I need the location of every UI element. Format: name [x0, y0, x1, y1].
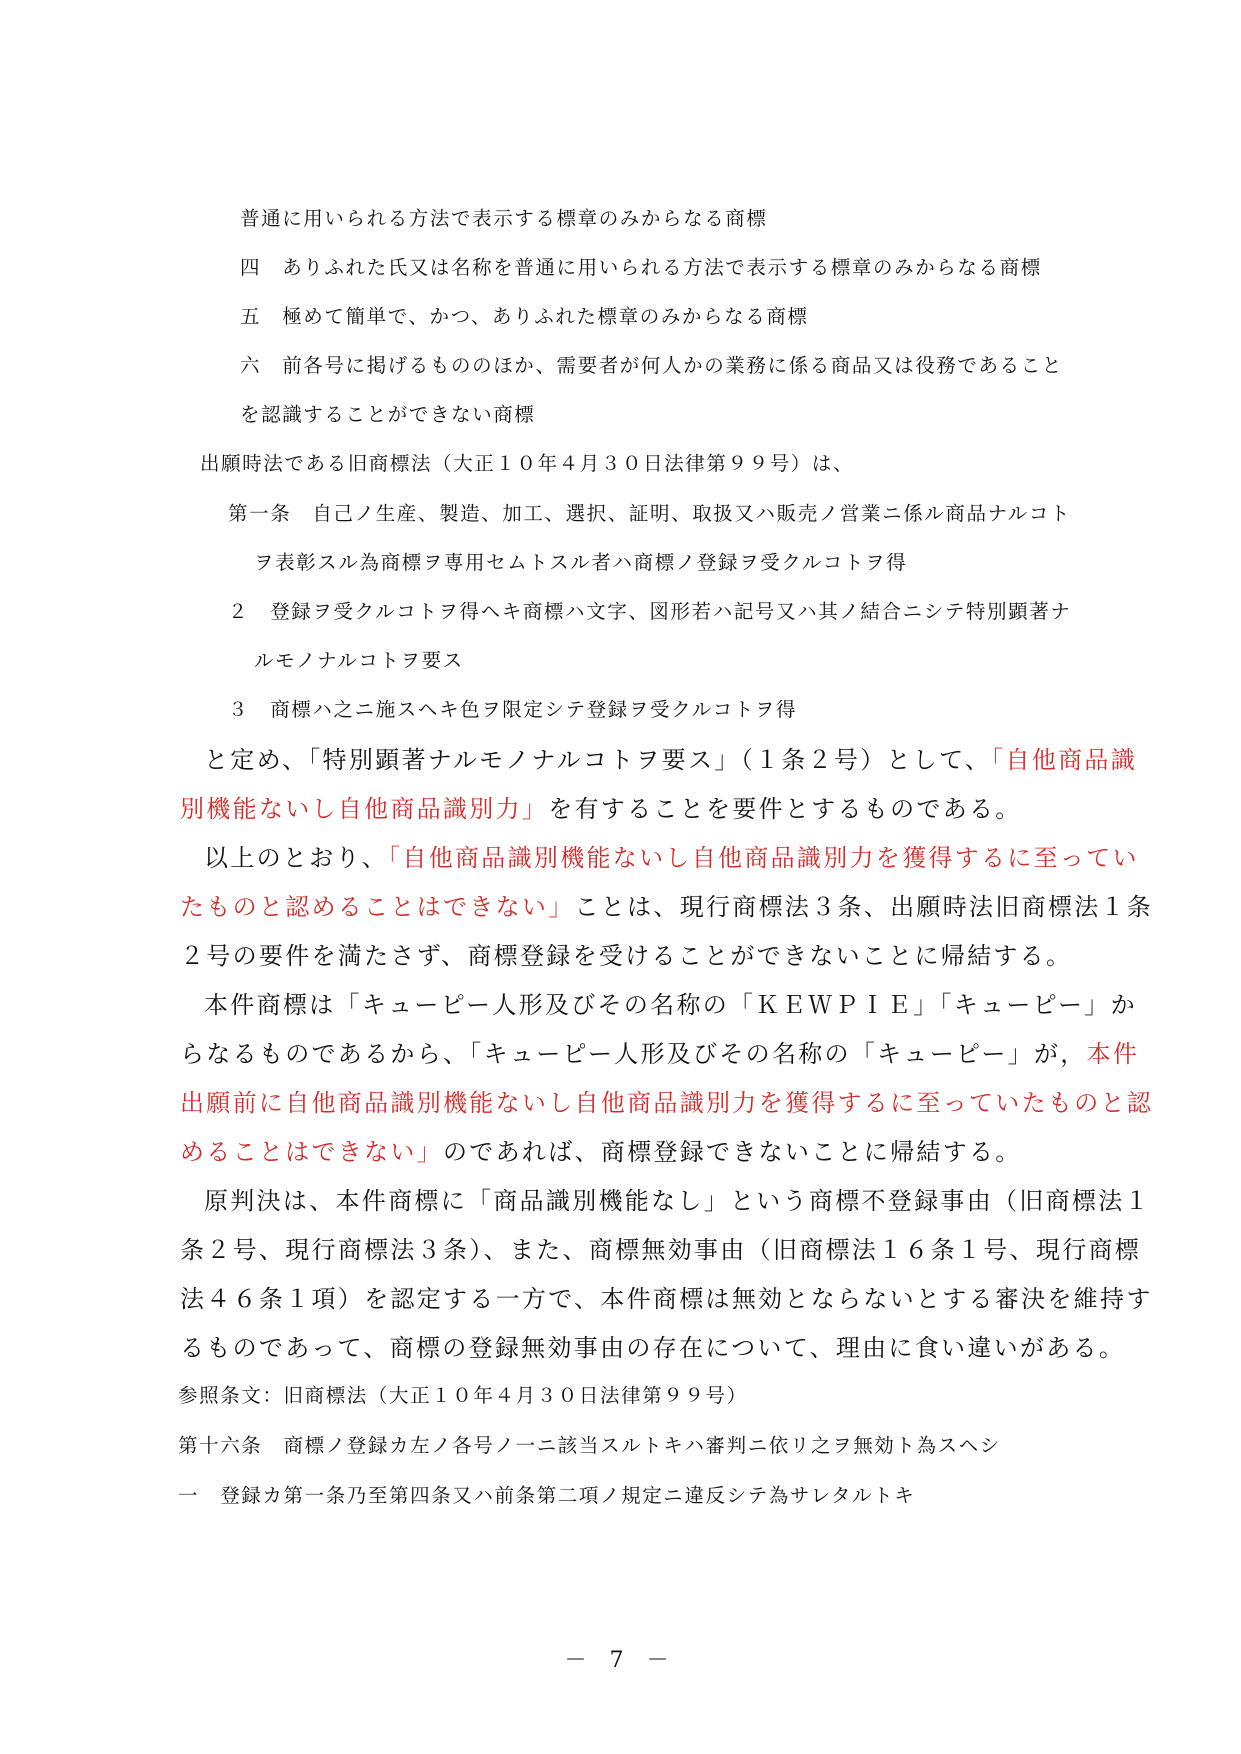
text-segment: 普通に用いられる方法で表示する標章のみからなる商標: [240, 207, 768, 230]
text-segment: ヲ表彰スル為商標ヲ専用セムトスル者ハ商標ノ登録ヲ受クルコトヲ得: [254, 551, 908, 574]
text-line: [180, 797, 1022, 821]
text-line: [180, 895, 1153, 919]
text-line: [204, 748, 1137, 772]
text-line: [178, 1436, 1001, 1456]
text-segment: ことは、現行商標法３条、出願時法旧商標法１条: [574, 893, 1154, 921]
highlighted-text: 出願前に自他商品識別機能ないし自他商品識別力を獲得するに至っていたものと認: [180, 1089, 1154, 1117]
text-line: [240, 405, 535, 425]
text-line: [180, 1091, 1153, 1115]
text-segment: 第一条 自己ノ生産、製造、加工、選択、証明、取扱又ハ販売ノ営業ニ係ル商品ナルコト: [228, 502, 1072, 525]
highlighted-text: 別機能ないし自他商品識別力」: [180, 795, 549, 823]
text-line: [254, 553, 907, 573]
text-line: [254, 651, 464, 671]
text-line: [228, 504, 1071, 524]
text-segment: 一 登録カ第一条乃至第四条又ハ前条第二項ノ規定ニ違反シテ為サレタルトキ: [178, 1484, 916, 1507]
text-line: [204, 993, 1137, 1017]
text-line: [240, 209, 768, 229]
highlighted-text: 本件: [1086, 1040, 1140, 1068]
text-segment: 本件商標は「キューピー人形及びその名称の「ＫＥＷＰＩＥ」「キューピー」か: [204, 991, 1137, 1019]
highlighted-text: たものと認めることはできない」: [180, 893, 575, 921]
text-segment: るものであって、商標の登録無効事由の存在について、理由に食い違いがある。: [180, 1334, 1126, 1362]
text-segment: 以上のとおり、: [204, 844, 389, 872]
text-segment: を認識することができない商標: [240, 403, 536, 426]
page-number: － 7 －: [564, 1648, 677, 1673]
text-segment: のであれば、商標登録できないことに帰結する。: [443, 1138, 1022, 1166]
text-segment: 五 極めて簡単で、かつ、ありふれた標章のみからなる商標: [240, 305, 809, 328]
highlighted-text: めることはできない」: [180, 1138, 443, 1166]
highlighted-text: 「自他商品識: [991, 746, 1138, 774]
text-segment: 条２号、現行商標法３条）、また、商標無効事由（旧商標法１６条１号、現行商標: [180, 1236, 1142, 1264]
text-line: [200, 454, 854, 474]
text-segment: ３ 商標ハ之ニ施スヘキ色ヲ限定シテ登録ヲ受クルコトヲ得: [228, 698, 798, 721]
text-segment: 参照条文：旧商標法（大正１０年４月３０日法律第９９号）: [178, 1384, 748, 1407]
text-segment: ２号の要件を満たさず、商標登録を受けることができないことに帰結する。: [180, 942, 1073, 970]
text-line: [180, 944, 1072, 968]
text-line: [180, 1238, 1141, 1262]
text-line: [204, 1189, 1151, 1213]
text-segment: ルモノナルコトヲ要ス: [254, 649, 464, 672]
text-segment: 原判決は、本件商標に「商品識別機能なし」という商標不登録事由（旧商標法１: [204, 1187, 1151, 1215]
text-segment: を有することを要件とするものである。: [548, 795, 1022, 823]
text-segment: 第十六条 商標ノ登録カ左ノ各号ノ一ニ該当スルトキハ審判ニ依リ之ヲ無効ト為スヘシ: [178, 1434, 1001, 1457]
text-segment: ２ 登録ヲ受クルコトヲ得ヘキ商標ハ文字、図形若ハ記号又ハ其ノ結合ニシテ特別顕著ナ: [228, 600, 1072, 623]
text-line: [240, 258, 1042, 278]
text-segment: 六 前各号に掲げるもののほか、需要者が何人かの業務に係る商品又は役務であること: [240, 354, 1063, 377]
text-line: [178, 1486, 915, 1506]
highlighted-text: 「自他商品識別機能ないし自他商品識別力を獲得するに至ってい: [388, 844, 1139, 872]
text-line: [180, 1140, 1022, 1164]
text-line: [240, 307, 809, 327]
text-line: [240, 356, 1063, 376]
text-line: [228, 602, 1071, 622]
text-line: [180, 1042, 1139, 1066]
text-segment: らなるものであるから、「キューピー人形及びその名称の「キューピー」が，: [180, 1040, 1087, 1068]
text-line: [228, 700, 797, 720]
text-line: [180, 1336, 1125, 1360]
text-line: [204, 846, 1139, 870]
text-segment: 出願時法である旧商標法（大正１０年４月３０日法律第９９号）は、: [200, 452, 855, 475]
text-segment: と定め、「特別顕著ナルモノナルコトヲ要ス」（１条２号）として、: [204, 746, 992, 774]
text-line: [178, 1386, 748, 1406]
text-segment: 法４６条１項）を認定する一方で、本件商標は無効とならないとする審決を維持す: [180, 1285, 1153, 1313]
text-segment: 四 ありふれた氏又は名称を普通に用いられる方法で表示する標章のみからなる商標: [240, 256, 1042, 279]
text-line: [180, 1287, 1153, 1311]
